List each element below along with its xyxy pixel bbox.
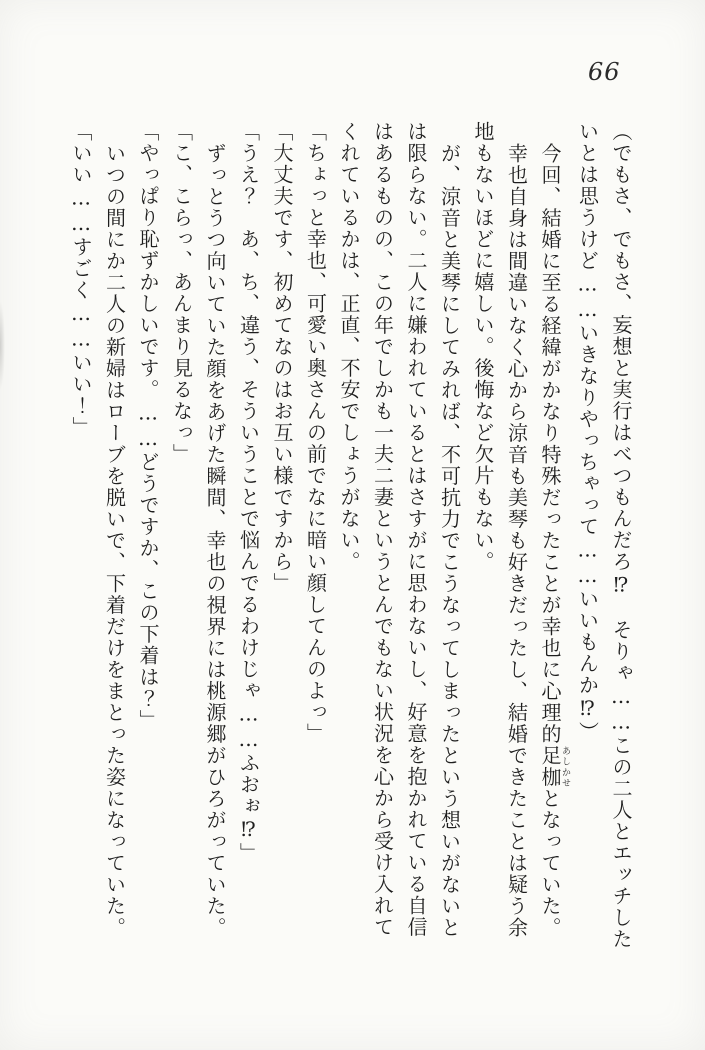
page-number: 66: [588, 58, 621, 86]
scan-artifact: [0, 300, 5, 390]
text-column-narration-5: は限らない。二人に嫌われているとはさすがに思わないし、好意を抱かれている自信: [404, 121, 428, 938]
text-column-narration-8: ずっとうつ向いていた顔をあげた瞬間、幸也の視界には桃源郷がひろがっていた。: [203, 142, 227, 938]
text-column-monologue-1: （でもさ、でもさ、妄想と実行はべつもんだろ⁉ そりゃ……この二人とエッチした: [609, 121, 633, 950]
text-column-monologue-2: いとは思うけど……いきなりやっちゃって……いいもんか⁉）: [575, 121, 600, 743]
text-column-narration-1: [533, 121, 571, 993]
text-column-dialogue-6: 「いい……すごく……いい！」: [69, 121, 93, 438]
text-block: [64, 121, 638, 993]
text-column-narration-6: はあるものの、この年でしかも一夫二妻というとんでもない状況を心から受け入れて: [370, 121, 395, 938]
ruby-furigana: あしかせ: [560, 744, 570, 788]
text-column-narration-2: 幸也自身は間違いなく心から涼音も美琴も好きだったし、結婚できたことは疑う余: [504, 142, 529, 938]
text-column-dialogue-2: 「大丈夫です、初めてなのはお互い様ですから」: [270, 121, 294, 594]
text-column-dialogue-4: 「こ、こらっ、あんまり見るなっ」: [169, 121, 194, 465]
text-column-narration-3: 地もないほどに嬉しい。後悔など欠片もない。: [471, 121, 495, 573]
text-column-dialogue-3: 「うえ？ あ、ち、違う、そういうことで悩んでるわけじゃ……ふおぉ⁉」: [236, 121, 261, 864]
ruby-base: 足枷: [538, 744, 562, 788]
text-column-narration-7: くれているかは、正直、不安でしょうがない。: [337, 121, 361, 573]
text-column-dialogue-5: 「やっぱり恥ずかしいです。……どうですか、この下着は？」: [136, 121, 160, 731]
ruby-ashikase: [538, 744, 570, 788]
text-column-dialogue-1: 「ちょっと幸也、可愛い奥さんの前でなに暗い顔してんのよっ」: [303, 121, 328, 745]
text-column-narration-9: いつの間にか二人の新婦はローブを脱いで、下着だけをまとった姿になっていた。: [102, 142, 127, 938]
narration-1-post: となっていた。: [538, 787, 562, 938]
narration-1-pre: 今回、結婚に至る経緯がかなり特殊だったことが幸也に心理的: [538, 142, 562, 745]
text-column-narration-4: が、涼音と美琴にしてみれば、不可抗力でこうなってしまったという想いがないと: [437, 142, 462, 938]
